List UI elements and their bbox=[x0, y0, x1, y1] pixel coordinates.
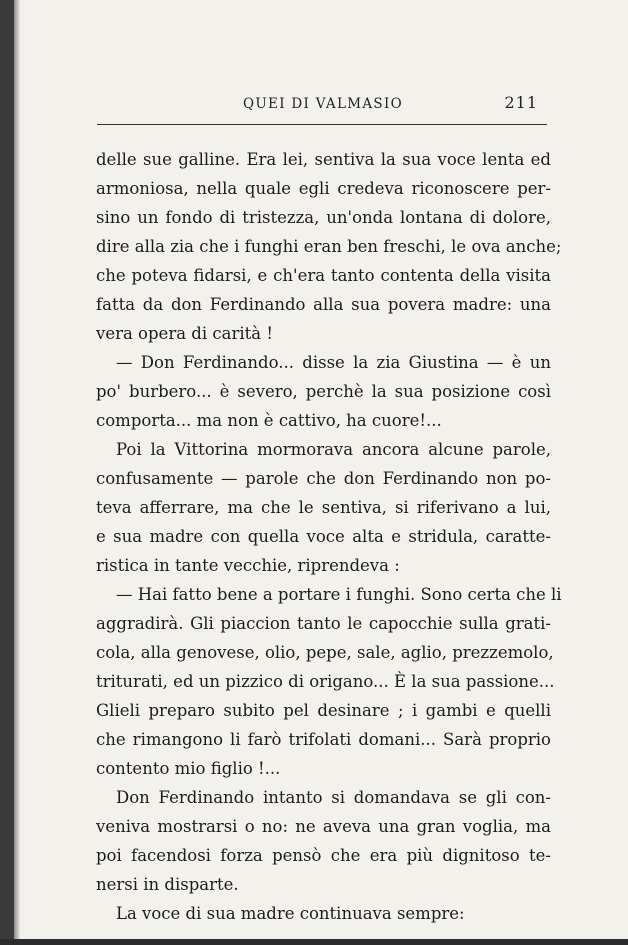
text-line: veniva mostrarsi o no: ne aveva una gran voglia, ma bbox=[96, 817, 551, 836]
binding-gradient bbox=[14, 0, 20, 945]
text-line: — Don Ferdinando... disse la zia Giustina — è un bbox=[116, 353, 551, 372]
text-line: Don Ferdinando intanto si domandava se gli con- bbox=[116, 788, 551, 807]
text-line: po' burbero... è severo, perchè la sua posizione così bbox=[96, 382, 551, 401]
text-line: contento mio figlio !... bbox=[96, 759, 281, 778]
text-line: dire alla zia che i funghi eran ben freschi, le ova anche; bbox=[96, 237, 562, 256]
text-line: La voce di sua madre continuava sempre: bbox=[116, 904, 465, 923]
text-line: cola, alla genovese, olio, pepe, sale, aglio, prezzemolo, bbox=[96, 643, 554, 662]
page-bottom-edge bbox=[0, 939, 628, 945]
text-line: nersi in disparte. bbox=[96, 875, 239, 894]
text-line: armoniosa, nella quale egli credeva riconoscere per- bbox=[96, 179, 551, 198]
text-line: che poteva fidarsi, e ch'era tanto contenta della visita bbox=[96, 266, 551, 285]
running-title: QUEI DI VALMASIO bbox=[243, 96, 403, 112]
text-line: teva afferrare, ma che le sentiva, si riferivano a lui, bbox=[96, 498, 551, 517]
page-number: 211 bbox=[504, 93, 538, 112]
book-binding-shadow bbox=[0, 0, 14, 945]
text-line: sino un fondo di tristezza, un'onda lontana di dolore, bbox=[96, 208, 551, 227]
text-line: che rimangono li farò trifolati domani... Sarà proprio bbox=[96, 730, 551, 749]
text-line: vera opera di carità ! bbox=[96, 324, 273, 343]
text-line: confusamente — parole che don Ferdinando non po- bbox=[96, 469, 551, 488]
text-line: delle sue galline. Era lei, sentiva la sua voce lenta ed bbox=[96, 150, 551, 169]
text-line: comporta... ma non è cattivo, ha cuore!... bbox=[96, 411, 442, 430]
text-line: — Hai fatto bene a portare i funghi. Sono certa che li bbox=[116, 585, 562, 604]
text-line: Glieli preparo subito pel desinare ; i gambi e quelli bbox=[96, 701, 551, 720]
text-line: e sua madre con quella voce alta e stridula, caratte- bbox=[96, 527, 551, 546]
text-line: aggradirà. Gli piaccion tanto le capocchie sulla grati- bbox=[96, 614, 551, 633]
text-line: triturati, ed un pizzico di origano... È la sua passione... bbox=[96, 672, 555, 691]
text-line: ristica in tante vecchie, riprendeva : bbox=[96, 556, 400, 575]
text-line: poi facendosi forza pensò che era più dignitoso te- bbox=[96, 846, 551, 865]
text-line: Poi la Vittorina mormorava ancora alcune parole, bbox=[116, 440, 551, 459]
page-header bbox=[97, 92, 552, 118]
header-rule bbox=[97, 124, 547, 125]
text-line: fatta da don Ferdinando alla sua povera madre: una bbox=[96, 295, 551, 314]
body-text bbox=[96, 145, 562, 928]
